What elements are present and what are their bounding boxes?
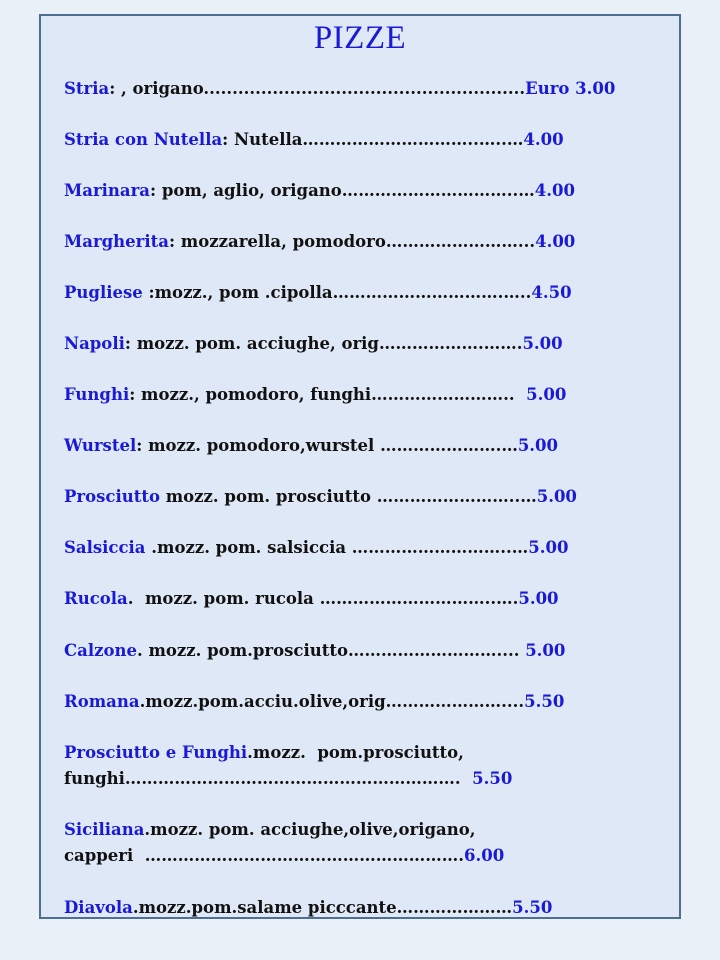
- item-description: .mozz. pom. salsiccia ………………………..…: [145, 538, 529, 557]
- item-name: Stria con Nutella: [64, 130, 223, 149]
- item-description: : mozzarella, pomodoro……………………...: [168, 232, 536, 251]
- item-description: . mozz. pom. rucola …………………………..….: [127, 589, 519, 608]
- menu-item: [64, 178, 664, 204]
- item-price: 5.50: [524, 692, 565, 711]
- item-price: 4.50: [531, 283, 572, 302]
- menu-item: [64, 895, 664, 921]
- menu-item: [64, 76, 664, 102]
- item-description: . mozz. pom.prosciutto………………………....: [136, 641, 526, 660]
- item-name: Prosciutto e Funghi: [64, 743, 248, 762]
- menu-item: [64, 638, 664, 664]
- item-name: Romana: [64, 692, 140, 711]
- item-price: 4.00: [534, 181, 575, 200]
- item-name: Siciliana: [64, 820, 145, 839]
- menu-item: [64, 689, 664, 715]
- menu-item: [64, 535, 664, 561]
- item-description: :mozz., pom .cipolla………………………….…..: [142, 283, 532, 302]
- item-description: .mozz.pom.salame picccante…………………: [132, 898, 513, 917]
- menu-item: [64, 586, 664, 612]
- item-description: mozz. pom. prosciutto ……………………..…: [159, 487, 537, 506]
- item-price: 5.00: [536, 487, 577, 506]
- item-price: 6.00: [464, 846, 505, 865]
- item-name: Marinara: [64, 181, 150, 200]
- item-name: Prosciutto: [64, 487, 160, 506]
- item-description: : pom, aglio, origano…………………………..…: [150, 181, 535, 200]
- item-price: 5.00: [526, 385, 567, 404]
- item-name: Wurstel: [64, 436, 137, 455]
- item-price: 5.00: [528, 538, 569, 557]
- item-name: Margherita: [64, 232, 169, 251]
- menu-item-continuation: [64, 766, 664, 792]
- item-name: Stria: [64, 79, 110, 98]
- menu-item: [64, 127, 664, 153]
- item-description: : , origano........................................................: [109, 79, 526, 98]
- menu-item: [64, 382, 664, 408]
- menu-item: [64, 433, 664, 459]
- item-name: Pugliese: [64, 283, 143, 302]
- item-name: Rucola: [64, 589, 128, 608]
- item-price: 5.00: [517, 436, 559, 455]
- item-description: : Nutella…………………………..…..…: [222, 130, 524, 149]
- item-price: 4.00: [535, 232, 576, 251]
- item-name: Diavola: [64, 898, 133, 917]
- menu-item: [64, 740, 664, 766]
- item-name: Calzone: [64, 641, 137, 660]
- item-description: : mozz. pom. acciughe, orig……………….…….: [124, 334, 523, 353]
- item-price: 4.00: [523, 130, 564, 149]
- item-name: Napoli: [64, 334, 125, 353]
- item-description: : mozz. pomodoro,wurstel ………………….…: [136, 436, 518, 455]
- menu-item: [64, 331, 664, 357]
- item-price: 5.00: [522, 334, 563, 353]
- menu-item: [64, 280, 664, 306]
- item-price: 5.50: [472, 769, 513, 788]
- item-description: funghi…………………………………………………….: [64, 769, 473, 788]
- menu-title: PIZZE: [313, 20, 407, 56]
- item-description: .mozz. pom. acciughe,olive,origano,: [144, 820, 476, 839]
- menu-item: [64, 817, 664, 843]
- item-description: : mozz., pomodoro, funghi……………………..: [129, 385, 527, 404]
- item-description: capperi ………………………………………………….: [64, 846, 465, 865]
- menu-item-continuation: [64, 843, 664, 869]
- item-description: .mozz.pom.acciu.olive,orig…………………....: [139, 692, 525, 711]
- menu-item: [64, 229, 664, 255]
- item-description: .mozz. pom.prosciutto,: [247, 743, 464, 762]
- item-price: 5.00: [525, 641, 566, 660]
- item-name: Funghi: [64, 385, 130, 404]
- menu-item: [64, 484, 664, 510]
- item-name: Salsiccia: [64, 538, 146, 557]
- menu-panel: [39, 14, 681, 919]
- item-price: Euro 3.00: [525, 79, 616, 98]
- item-price: 5.50: [512, 898, 553, 917]
- item-price: 5.00: [518, 589, 559, 608]
